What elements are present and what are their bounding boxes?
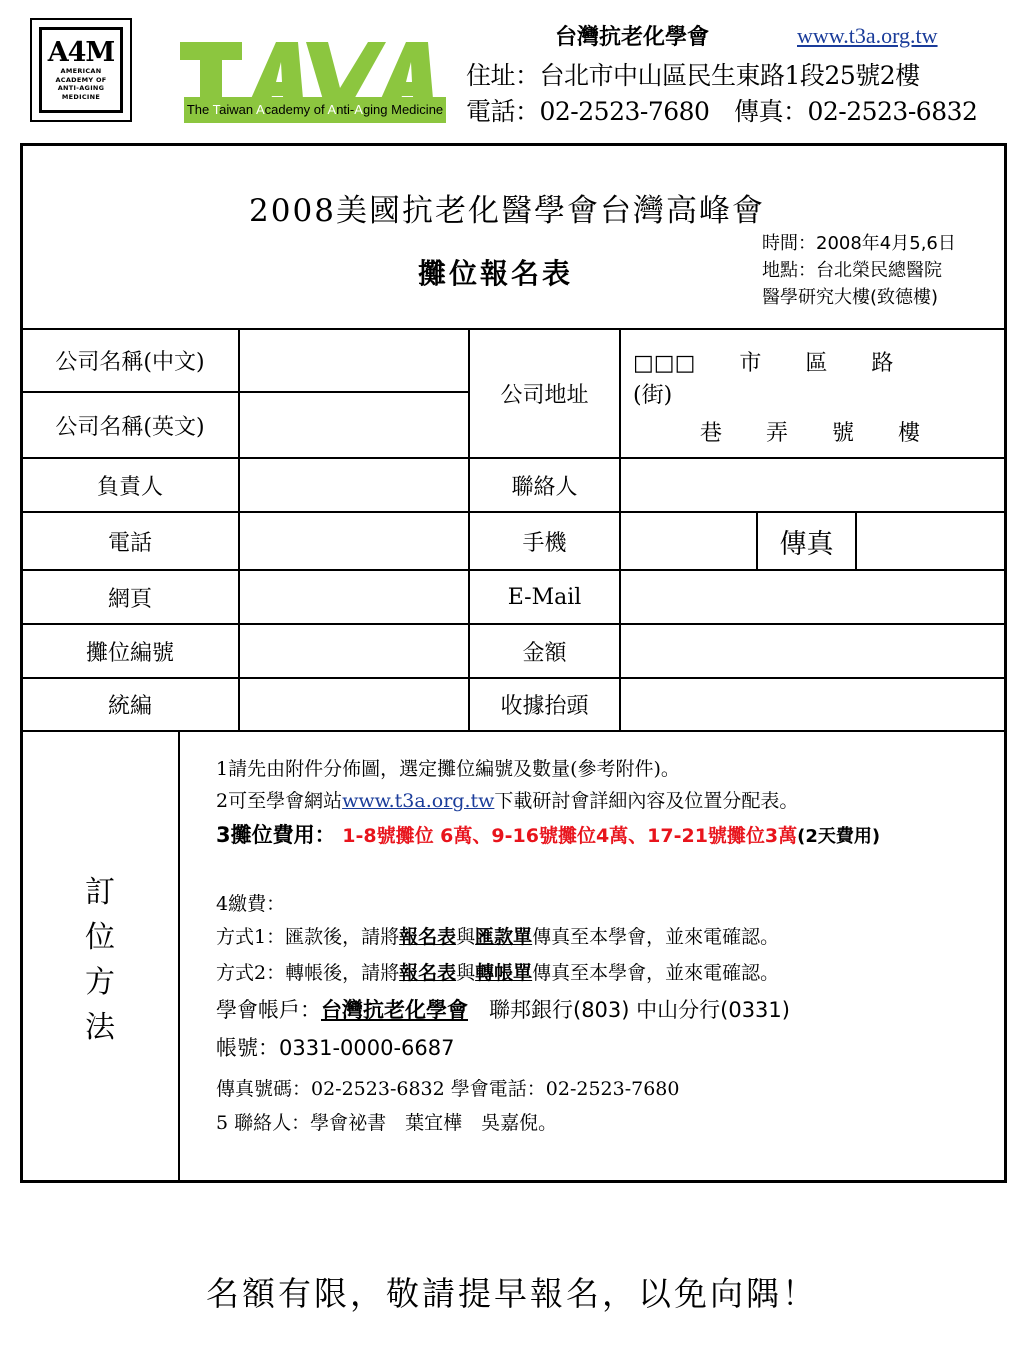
label-fax: 傳真 [779, 528, 834, 560]
ordering-method-label: 訂 位 方 法 [85, 875, 115, 1045]
tava-logo-subtitle: The Taiwan Academy of Anti-Aging Medicine [184, 97, 446, 123]
contact-field[interactable] [621, 459, 1005, 511]
label-mobile: 手機 [522, 530, 567, 556]
fax-field[interactable] [857, 513, 1005, 569]
event-time: 時間：2008年4月5,6日 [762, 233, 956, 254]
address-line-2: 巷 弄 號 樓 [700, 421, 921, 446]
website-link[interactable]: www.t3a.org.tw [342, 790, 495, 812]
payment-method-1: 方式1：匯款後，請將報名表與匯款單傳真至本學會，並來電確認。 [216, 926, 780, 948]
org-name: 台灣抗老化學會 [555, 25, 710, 50]
receipt-title-field[interactable] [621, 679, 1005, 730]
amount-field[interactable] [621, 625, 1005, 677]
event-place-detail: 醫學研究大樓(致德樓) [762, 287, 939, 308]
mobile-field[interactable] [621, 513, 756, 569]
company-address-field[interactable] [621, 330, 1005, 457]
person-in-charge-field[interactable] [240, 459, 468, 511]
form-subtitle: 攤位報名表 [418, 257, 574, 290]
event-place: 地點：台北榮民總醫院 [762, 260, 942, 281]
a4m-logo-mark: A4M [47, 37, 115, 68]
org-address: 住址：台北市中山區民生東路1段25號2樓 [466, 61, 920, 90]
payment-method-2: 方式2：轉帳後，請將報名表與轉帳單傳真至本學會，並來電確認。 [216, 962, 780, 984]
a4m-logo-line: AMERICAN [60, 67, 102, 75]
email-field[interactable] [621, 571, 1005, 623]
company-name-en-field[interactable] [240, 393, 468, 457]
a4m-logo [30, 18, 132, 122]
label-email: E-Mail [507, 584, 582, 610]
ordering-step-1: 1請先由附件分佈圖，選定攤位編號及數量(參考附件)。 [216, 758, 680, 780]
label-tax-id: 統編 [107, 694, 152, 719]
company-name-cn-field[interactable] [240, 330, 468, 391]
label-contact: 聯絡人 [511, 474, 578, 500]
bank-account-info: 學會帳戶：台灣抗老化學會 聯邦銀行(803) 中山分行(0331) [216, 998, 790, 1022]
label-phone: 電話 [107, 530, 152, 556]
ordering-step-3-fees: 3攤位費用： 1-8號攤位 6萬、9-16號攤位4萬、17-21號攤位3萬(2天費用) [216, 823, 881, 847]
org-website-link[interactable]: www.t3a.org.tw [797, 23, 938, 48]
a4m-logo-line: ANTI-AGING [57, 84, 105, 92]
tax-id-field[interactable] [240, 679, 468, 730]
a4m-logo-line: ACADEMY OF [55, 75, 107, 84]
address-line-1b: (街) [633, 383, 673, 408]
ordering-step-4: 4繳費： [216, 893, 286, 915]
label-webpage: 網頁 [107, 586, 152, 612]
a4m-logo-line: MEDICINE [61, 92, 101, 101]
booth-number-field[interactable] [240, 625, 468, 677]
ordering-step-2: 2可至學會網站www.t3a.org.tw下載研討會詳細內容及位置分配表。 [216, 790, 799, 812]
label-person-in-charge: 負責人 [96, 474, 163, 500]
phone-field[interactable] [240, 513, 468, 569]
label-company-address: 公司地址 [500, 383, 589, 408]
form-title: 2008美國抗老化醫學會台灣高峰會 [249, 193, 765, 229]
event-info [762, 230, 956, 311]
footer-notice: 名額有限，敬請提早報名，以免向隅！ [206, 1274, 818, 1313]
contact-persons: 5 聯絡人：學會祕書 葉宜樺 吳嘉倪。 [216, 1112, 558, 1134]
org-phone-fax: 電話：02-2523-7680 傳真：02-2523-6832 [466, 97, 978, 126]
label-amount: 金額 [522, 640, 567, 666]
label-company-name-en: 公司名稱(英文) [55, 414, 205, 440]
label-receipt-title: 收據抬頭 [500, 694, 589, 719]
label-booth-number: 攤位編號 [85, 640, 174, 666]
fax-phone-numbers: 傳真號碼：02-2523-6832 學會電話：02-2523-7680 [216, 1078, 680, 1100]
label-company-name-cn: 公司名稱(中文) [55, 350, 205, 375]
bank-account-number: 帳號：0331-0000-6687 [216, 1036, 455, 1060]
webpage-field[interactable] [240, 571, 468, 623]
address-line-1: □□□ 市 區 路 [633, 351, 894, 376]
